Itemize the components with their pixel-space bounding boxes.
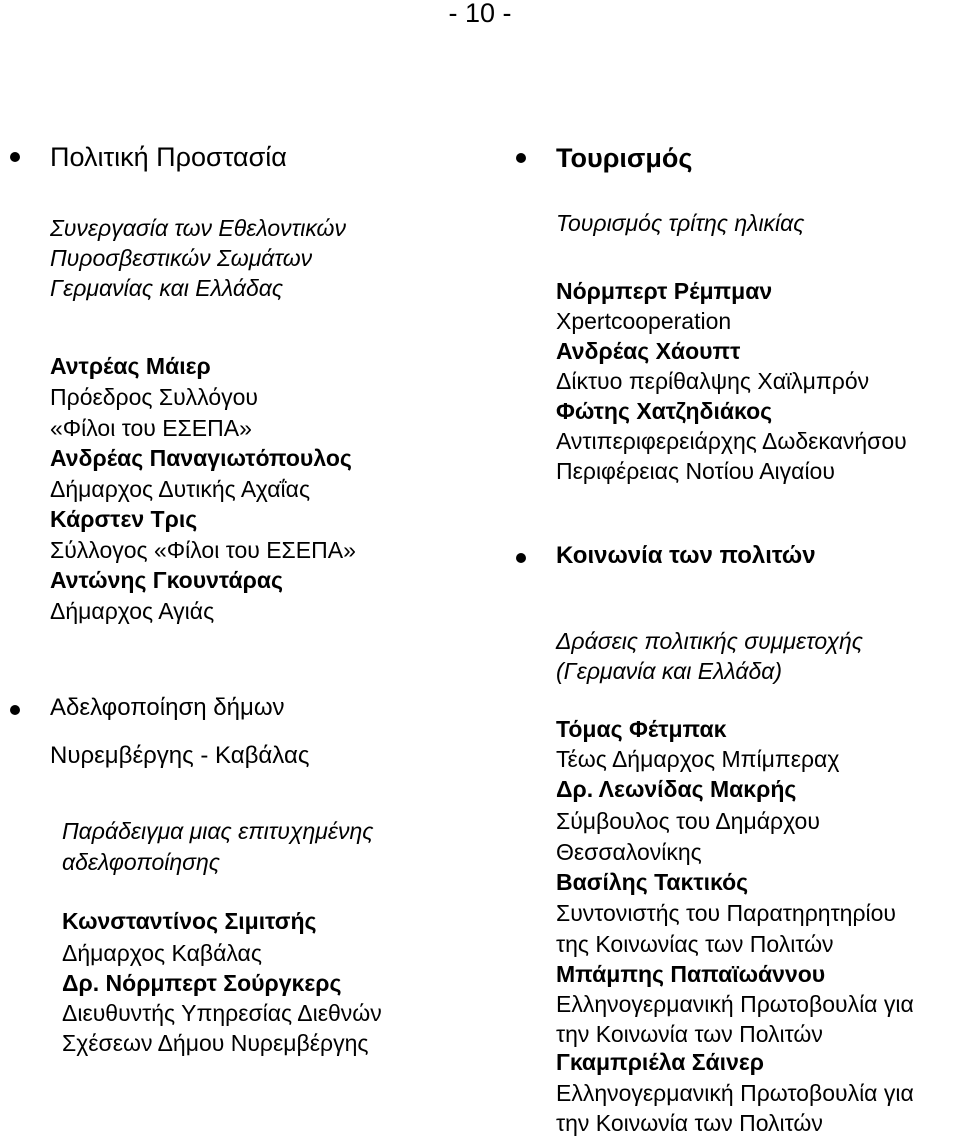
person-role: Αντιπεριφερειάρχης Δωδεκανήσου	[556, 428, 907, 454]
section-subtitle: Τουρισμός τρίτης ηλικίας	[556, 210, 805, 236]
person-role: Σύμβουλος του Δημάρχου	[556, 808, 820, 834]
bullet-icon	[516, 553, 526, 563]
person-name: Μπάμπης Παπαϊωάννου	[556, 961, 826, 987]
person-role: της Κοινωνίας των Πολιτών	[556, 931, 834, 957]
person-name: Δρ. Νόρμπερτ Σούργκερς	[62, 970, 342, 996]
section-heading: Νυρεμβέργης - Καβάλας	[50, 742, 310, 769]
person-name: Αντρέας Μάιερ	[50, 353, 211, 379]
person-role: Περιφέρειας Νοτίου Αιγαίου	[556, 458, 835, 484]
section-heading: Πολιτική Προστασία	[50, 142, 287, 172]
person-name: Ανδρέας Παναγιωτόπουλος	[50, 445, 352, 471]
section-subtitle: Συνεργασία των Εθελοντικών	[50, 215, 346, 241]
person-role: την Κοινωνία των Πολιτών	[556, 1110, 823, 1136]
bullet-icon	[516, 153, 526, 163]
person-role: «Φίλοι του ΕΣΕΠΑ»	[50, 415, 252, 441]
section-subtitle: Γερμανίας και Ελλάδας	[50, 275, 284, 301]
person-name: Βασίλης Τακτικός	[556, 869, 749, 895]
bullet-icon	[10, 705, 20, 715]
bullet-icon	[10, 152, 20, 162]
person-role: Ελληνογερμανική Πρωτοβουλία για	[556, 991, 914, 1017]
page-number: - 10 -	[448, 0, 512, 28]
person-name: Κάρστεν Τρις	[50, 506, 198, 532]
person-name: Κωνσταντίνος Σιμιτσής	[62, 908, 317, 934]
person-role: την Κοινωνία των Πολιτών	[556, 1021, 823, 1047]
section-heading: Κοινωνία των πολιτών	[556, 542, 816, 569]
section-subtitle: Παράδειγμα μιας επιτυχημένης	[62, 818, 374, 844]
person-role: Δήμαρχος Αγιάς	[50, 598, 215, 624]
person-role: Σχέσεων Δήμου Νυρεμβέργης	[62, 1030, 369, 1056]
section-heading: Τουρισμός	[556, 143, 693, 173]
person-role: Θεσσαλονίκης	[556, 839, 702, 865]
person-role: Δήμαρχος Δυτικής Αχαΐας	[50, 476, 311, 502]
person-role: Σύλλογος «Φίλοι του ΕΣΕΠΑ»	[50, 537, 356, 563]
person-role: Συντονιστής του Παρατηρητηρίου	[556, 900, 897, 926]
section-subtitle: αδελφοποίησης	[62, 849, 220, 875]
person-name: Δρ. Λεωνίδας Μακρής	[556, 776, 797, 802]
person-role: Ελληνογερμανική Πρωτοβουλία για	[556, 1080, 914, 1106]
person-role: Πρόεδρος Συλλόγου	[50, 384, 258, 410]
person-name: Φώτης Χατζηδιάκος	[556, 398, 773, 424]
person-role: Διευθυντής Υπηρεσίας Διεθνών	[62, 1000, 382, 1026]
person-role: Τέως Δήμαρχος Μπίμπεραχ	[556, 746, 840, 772]
section-heading: Αδελφοποίηση δήμων	[50, 694, 285, 721]
person-name: Αντώνης Γκουντάρας	[50, 567, 283, 593]
person-name: Τόμας Φέτμπακ	[556, 716, 727, 742]
person-name: Ανδρέας Χάουπτ	[556, 338, 741, 364]
person-role: Δήμαρχος Καβάλας	[62, 940, 262, 966]
person-name: Γκαμπριέλα Σάινερ	[556, 1049, 765, 1075]
person-name: Νόρμπερτ Ρέμπμαν	[556, 278, 773, 304]
person-role: Δίκτυο περίθαλψης Χαϊλμπρόν	[556, 368, 870, 394]
section-subtitle: Δράσεις πολιτικής συμμετοχής	[556, 628, 863, 654]
person-role: Xpertcooperation	[556, 308, 732, 334]
section-subtitle: (Γερμανία και Ελλάδα)	[556, 658, 783, 684]
section-subtitle: Πυροσβεστικών Σωμάτων	[50, 245, 313, 271]
